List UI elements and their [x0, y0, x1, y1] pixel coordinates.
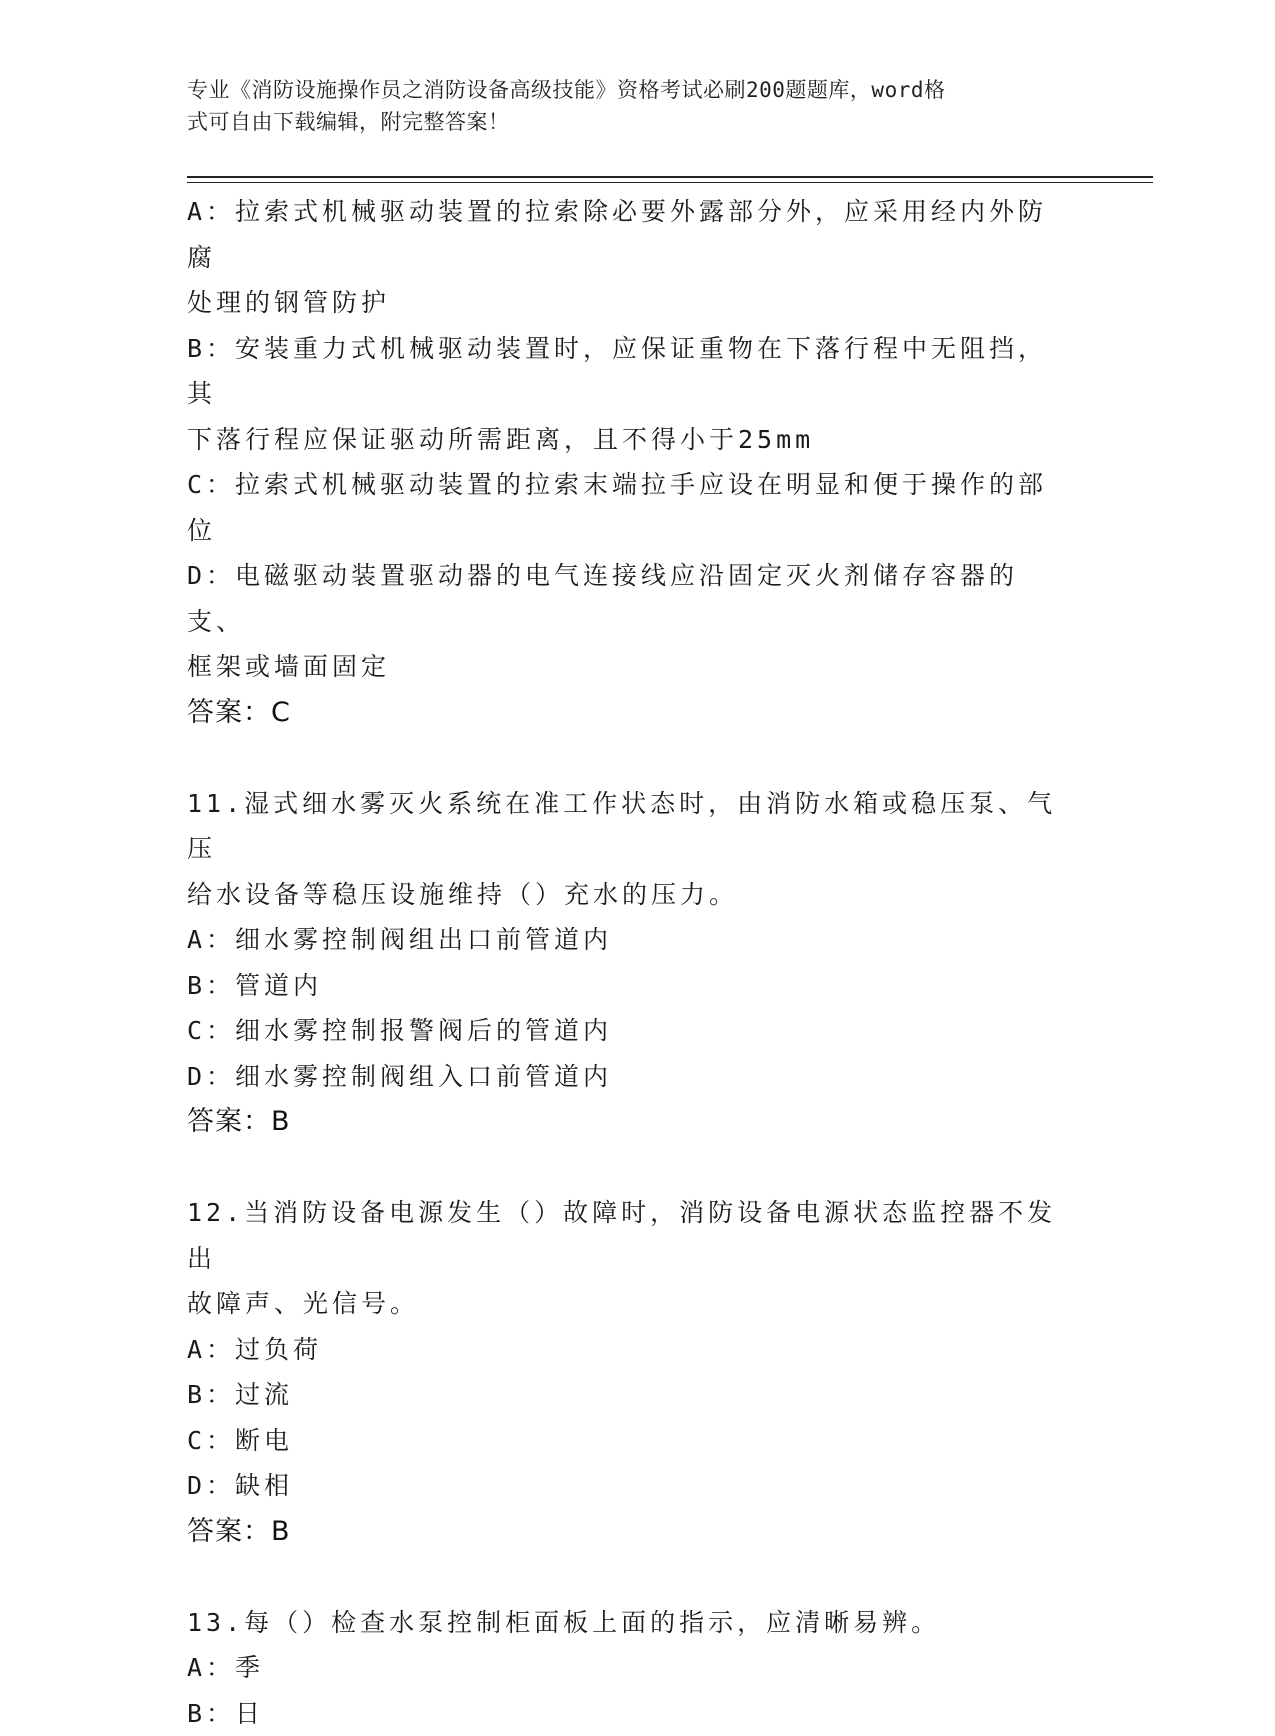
option-d-line-1: D：电磁驱动装置驱动器的电气连接线应沿固定灭火剂储存容器的支、 [187, 553, 1067, 644]
header-rule-thick [187, 176, 1153, 178]
answer-line: 答案：C [187, 690, 1067, 736]
header-rule-thin [187, 182, 1153, 183]
option-b-line-1: B：安装重力式机械驱动装置时，应保证重物在下落行程中无阻挡，其 [187, 326, 1067, 417]
option-b-line-2: 下落行程应保证驱动所需距离，且不得小于25mm [187, 417, 1067, 463]
option-c: C：断电 [187, 1418, 1067, 1464]
page-header [187, 74, 1067, 138]
option-a: A：季 [187, 1645, 1067, 1691]
question-content [187, 189, 1067, 1736]
option-b: B：管道内 [187, 963, 1067, 1009]
answer-line: 答案：B [187, 1099, 1067, 1145]
option-a-line-2: 处理的钢管防护 [187, 280, 1067, 326]
option-d: D：细水雾控制阀组入口前管道内 [187, 1054, 1067, 1100]
option-a-line-1: A：拉索式机械驱动装置的拉索除必要外露部分外，应采用经内外防腐 [187, 189, 1067, 280]
header-line-1: 专业《消防设施操作员之消防设备高级技能》资格考试必刷200题题库，word格 [187, 74, 1067, 106]
question-11 [187, 781, 1067, 1145]
question-stem-line-2: 给水设备等稳压设施维持（）充水的压力。 [187, 872, 1067, 918]
option-b: B：过流 [187, 1372, 1067, 1418]
option-c-line-1: C：拉索式机械驱动装置的拉索末端拉手应设在明显和便于操作的部位 [187, 462, 1067, 553]
question-10-continued [187, 189, 1067, 735]
option-a: A：细水雾控制阀组出口前管道内 [187, 917, 1067, 963]
option-d: D：缺相 [187, 1463, 1067, 1509]
question-stem-line-2: 故障声、光信号。 [187, 1281, 1067, 1327]
question-stem-line-1: 13.每（）检查水泵控制柜面板上面的指示，应清晰易辨。 [187, 1600, 1067, 1646]
option-b: B：日 [187, 1691, 1067, 1736]
option-d-line-2: 框架或墙面固定 [187, 644, 1067, 690]
question-gap [187, 1145, 1067, 1191]
question-13 [187, 1600, 1067, 1736]
question-12 [187, 1190, 1067, 1554]
answer-line: 答案：B [187, 1509, 1067, 1555]
question-gap [187, 1554, 1067, 1600]
question-stem-line-1: 11.湿式细水雾灭火系统在准工作状态时，由消防水箱或稳压泵、气压 [187, 781, 1067, 872]
question-gap [187, 735, 1067, 781]
header-line-2: 式可自由下载编辑，附完整答案！ [187, 106, 1067, 138]
option-c: C：细水雾控制报警阀后的管道内 [187, 1008, 1067, 1054]
question-stem-line-1: 12.当消防设备电源发生（）故障时，消防设备电源状态监控器不发出 [187, 1190, 1067, 1281]
option-a: A：过负荷 [187, 1327, 1067, 1373]
